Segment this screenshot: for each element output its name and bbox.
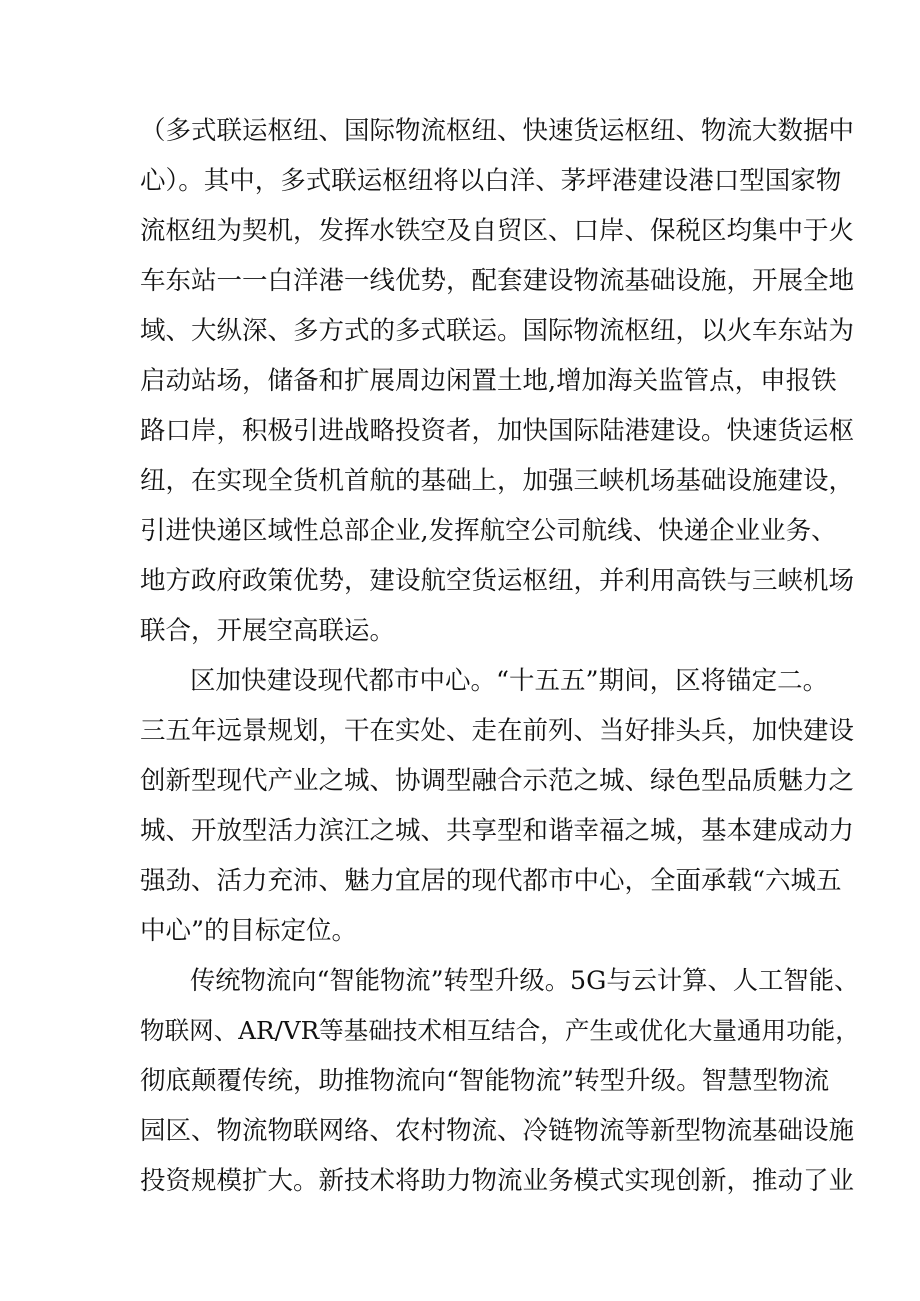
- text-line: （多式联运枢纽、国际物流枢纽、快速货运枢纽、物流大数据中: [140, 116, 855, 146]
- text-line: 心）。其中，多式联运枢纽将以白洋、茅坪港建设港口型国家物: [140, 166, 842, 196]
- text-line: 强劲、活力充沛、魅力宜居的现代都市中心，全面承载“六城五: [140, 866, 842, 896]
- text-line: 投资规模扩大。新技术将助力物流业务模式实现创新，推动了业: [140, 1166, 855, 1196]
- text-line: 创新型现代产业之城、协调型融合示范之城、绿色型品质魅力之: [140, 766, 855, 796]
- text-line: 彻底颠覆传统，助推物流向“智能物流”转型升级。智慧型物流: [140, 1066, 830, 1096]
- text-line: 车东站一一白洋港一线优势，配套建设物流基础设施，开展全地: [140, 266, 855, 296]
- text-line: 城、开放型活力滨江之城、共享型和谐幸福之城，基本建成动力: [140, 816, 855, 846]
- text-line: 纽，在实现全货机首航的基础上，加强三峡机场基础设施建设，: [140, 466, 855, 496]
- text-line: 地方政府政策优势，建设航空货运枢纽，并利用高铁与三峡机场: [140, 566, 855, 596]
- text-line: 物联网、AR/VR等基础技术相互结合，产生或优化大量通用功能，: [140, 1016, 860, 1045]
- text-line: 传统物流向“智能物流”转型升级。5G与云计算、人工智能、: [190, 966, 860, 995]
- text-line: 中心”的目标定位。: [140, 916, 358, 946]
- text-line: 引进快递区域性总部企业,发挥航空公司航线、快递企业业务、: [140, 516, 837, 546]
- text-line: 三五年远景规划，干在实处、走在前列、当好排头兵，加快建设: [140, 716, 855, 746]
- text-line: 区加快建设现代都市中心。“十五五”期间，区将锚定二。: [190, 666, 829, 696]
- text-line: 园区、物流物联网络、农村物流、冷链物流等新型物流基础设施: [140, 1116, 855, 1146]
- text-line: 流枢纽为契机，发挥水铁空及自贸区、口岸、保税区均集中于火: [140, 216, 855, 246]
- text-line: 路口岸，积极引进战略投资者，加快国际陆港建设。快速货运枢: [140, 416, 855, 446]
- text-line: 域、大纵深、多方式的多式联运。国际物流枢纽，以火车东站为: [140, 316, 855, 346]
- text-line: 联合，开展空高联运。: [140, 616, 396, 646]
- text-line: 启动站场，储备和扩展周边闲置土地,增加海关监管点，申报铁: [140, 366, 837, 396]
